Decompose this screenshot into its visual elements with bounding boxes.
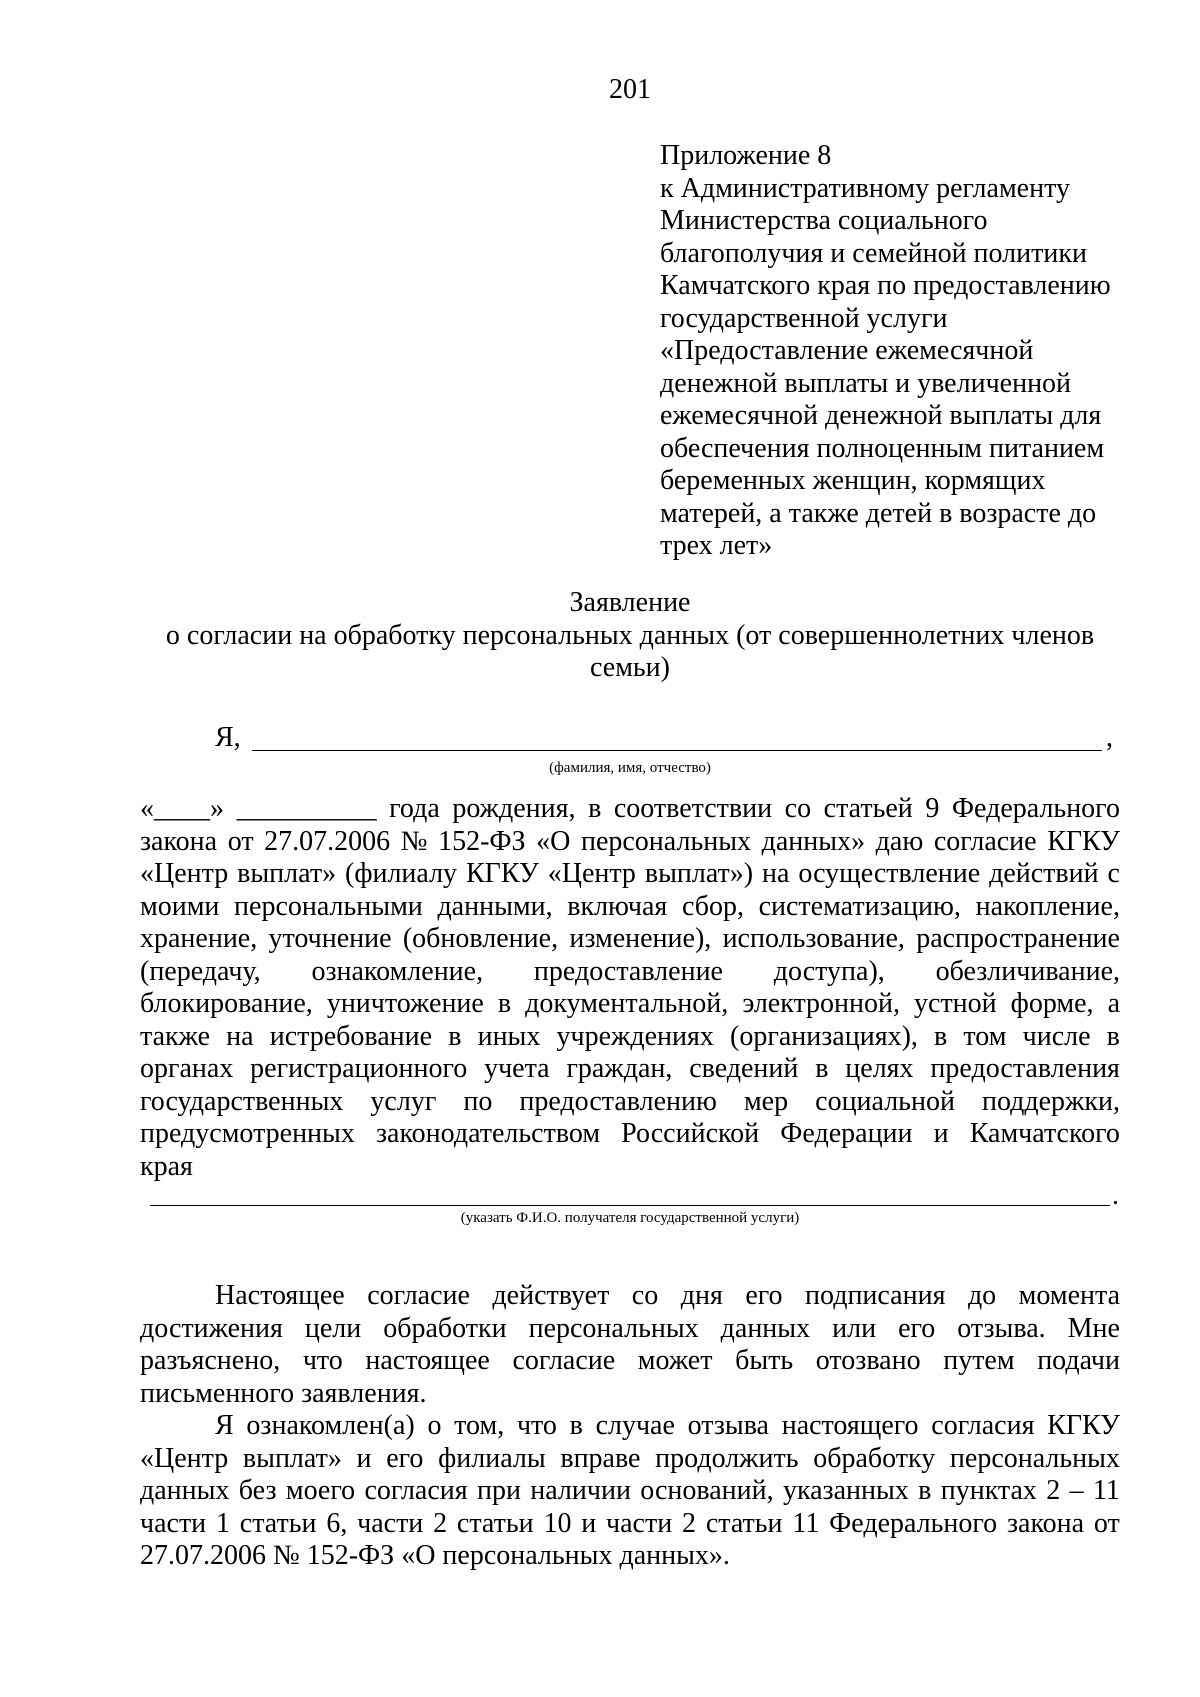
text-line <box>140 988 1120 1021</box>
word: что <box>302 1345 343 1376</box>
word: также <box>140 1020 211 1052</box>
word: КГКУ <box>465 858 539 889</box>
word: дня <box>680 1280 723 1311</box>
annex-line: Камчатского края по предоставлению <box>660 270 1111 301</box>
word: регистрационного <box>250 1053 468 1084</box>
word: статьи <box>239 1507 317 1539</box>
word: хранение, <box>140 923 258 954</box>
word: на <box>762 858 790 889</box>
word: граждан, <box>566 1053 673 1084</box>
word: данных <box>140 1475 230 1506</box>
word: предоставлению <box>519 1085 717 1117</box>
text-line <box>140 1345 1120 1378</box>
word: что <box>516 1410 557 1441</box>
word: уточнение <box>268 923 392 954</box>
word: Настоящее <box>215 1280 345 1311</box>
withdrawal-paragraph <box>140 1410 1120 1573</box>
word: персональных <box>580 825 752 857</box>
word: распространение <box>916 923 1120 954</box>
word: в <box>497 988 512 1019</box>
word: продолжить <box>655 1442 799 1474</box>
text-line <box>140 891 1120 924</box>
word: 2 <box>1046 1475 1061 1506</box>
word: Федерации <box>780 1118 913 1149</box>
word: ознакомлен(а) <box>246 1410 415 1441</box>
text-line-last: края <box>140 1150 193 1182</box>
word: 11 <box>792 1507 820 1539</box>
recipient-caption: (указать Ф.И.О. получателя государственной услуги) <box>460 1210 800 1226</box>
word: форме, <box>1010 988 1094 1019</box>
word: без <box>238 1475 277 1506</box>
word: Я <box>215 1410 234 1441</box>
word: включая <box>567 890 668 922</box>
word: 1 <box>215 1507 230 1539</box>
word: «Центр <box>140 858 229 889</box>
word: 6, <box>326 1507 348 1539</box>
word: иных <box>477 1020 541 1052</box>
word: настоящее <box>365 1345 490 1376</box>
word: поддержки, <box>981 1085 1120 1117</box>
word: его <box>745 1280 783 1311</box>
word: в <box>588 793 602 824</box>
word: 2 <box>682 1507 697 1539</box>
word: до <box>967 1280 997 1311</box>
word: части <box>140 1507 207 1539</box>
word: на <box>226 1020 254 1052</box>
word: доступа), <box>773 955 885 987</box>
annex-line: Приложение 8 <box>660 140 832 171</box>
annex-line: государственной услуги <box>660 302 948 334</box>
annex-line: денежной выплаты и увеличенной <box>660 367 1072 399</box>
word: данных» <box>761 825 866 857</box>
document-title <box>140 587 1120 685</box>
word: числе <box>1022 1020 1091 1052</box>
word: отозвано <box>815 1345 921 1376</box>
word: и <box>581 1507 597 1539</box>
word: документальной, <box>525 988 729 1019</box>
word: соответствии <box>613 793 773 824</box>
word: 10 <box>543 1507 572 1539</box>
word: учета <box>484 1053 550 1084</box>
word: данных <box>720 1312 811 1344</box>
word: или <box>832 1312 877 1344</box>
word: выплат» <box>242 1442 342 1474</box>
word: статьи <box>705 1507 783 1539</box>
title-line-3: семьи) <box>590 652 670 683</box>
text-line <box>140 1443 1120 1476</box>
word: о <box>427 1410 442 1441</box>
word: целях <box>845 1053 914 1084</box>
word: закона <box>1007 1507 1085 1539</box>
word: и <box>356 1442 372 1474</box>
word: согласия <box>931 1410 1035 1441</box>
word: подачи <box>1037 1345 1120 1376</box>
word: 152-ФЗ <box>438 825 526 857</box>
word: (организациях), <box>730 1020 918 1052</box>
word: (передачу, <box>140 955 261 987</box>
word: оснований, <box>640 1475 774 1506</box>
annex-line: обеспечения полноценным питанием <box>660 432 1105 464</box>
word: __________ <box>236 793 377 824</box>
word: 2 <box>433 1507 448 1539</box>
validity-paragraph <box>140 1280 1120 1410</box>
word: Мне <box>1067 1312 1120 1344</box>
word: путем <box>943 1345 1015 1376</box>
word: согласие <box>512 1345 616 1376</box>
fio-blank-line <box>252 750 1102 751</box>
annex-line: ежемесячной денежной выплаты для <box>660 400 1102 431</box>
word: в <box>918 1475 932 1506</box>
word: быть <box>735 1345 794 1376</box>
word: моими <box>140 890 220 922</box>
word: действий <box>989 858 1099 889</box>
annex-line: беременных женщин, кормящих <box>660 465 1046 496</box>
word: отзыва. <box>957 1312 1046 1344</box>
word: части <box>357 1507 424 1539</box>
word: со <box>631 1280 659 1311</box>
annex-line: матерей, а также детей в возрасте до <box>660 497 1097 529</box>
word: том, <box>454 1410 505 1441</box>
word: достижения <box>140 1312 283 1344</box>
word: персональных <box>949 1442 1120 1474</box>
word: моего <box>285 1475 356 1506</box>
word: года <box>389 793 440 824</box>
text-line <box>140 1313 1120 1346</box>
word: персональных <box>528 1312 699 1344</box>
word: в <box>815 1053 829 1084</box>
word: даю <box>875 825 924 857</box>
word: 11 <box>1092 1475 1120 1506</box>
word: – <box>1069 1475 1084 1506</box>
word: учреждениях <box>556 1020 714 1052</box>
word: действует <box>492 1280 610 1311</box>
text-line <box>140 858 1120 891</box>
word: обезличивание, <box>935 955 1120 987</box>
text-line-last: 27.07.2006 № 152-ФЗ «О персональных данных». <box>140 1540 730 1571</box>
word: Российской <box>621 1118 760 1149</box>
word: том <box>963 1020 1007 1052</box>
annex-header <box>660 140 1140 563</box>
word: «Центр <box>140 1442 229 1474</box>
text-line <box>140 956 1120 989</box>
word: услуг <box>370 1085 437 1117</box>
word: от <box>227 825 254 857</box>
word: КГКУ <box>1047 825 1120 857</box>
page-number: 201 <box>609 74 651 105</box>
word: статьей <box>823 793 913 824</box>
word: обработку <box>813 1442 936 1474</box>
word: по <box>463 1085 493 1117</box>
word: разъяснено, <box>140 1345 281 1376</box>
word: согласия <box>364 1475 468 1506</box>
word: при <box>476 1475 521 1506</box>
fio-caption: (фамилия, имя, отчество) <box>549 760 711 776</box>
word: в <box>569 1410 583 1441</box>
word: данными, <box>437 890 553 922</box>
word: персональными <box>234 890 423 922</box>
word: использование, <box>722 923 905 954</box>
word: Камчатского <box>969 1118 1120 1149</box>
word: «Центр <box>547 858 636 889</box>
word: вправе <box>560 1442 641 1474</box>
word: статьи <box>456 1507 534 1539</box>
word: и <box>933 1118 949 1149</box>
word: части <box>606 1507 673 1539</box>
text-line <box>140 923 1120 956</box>
word: изменение), <box>569 923 712 954</box>
word: согласие <box>933 825 1037 857</box>
recipient-blank-line <box>150 1205 1110 1206</box>
word: государственных <box>140 1085 344 1117</box>
text-line <box>140 1410 1120 1443</box>
word: (филиалу <box>345 858 458 889</box>
word: может <box>637 1345 713 1376</box>
word: его <box>386 1442 424 1474</box>
annex-line: благополучия и семейной политики <box>660 237 1087 269</box>
text-line <box>140 1475 1120 1508</box>
text-line <box>140 826 1120 859</box>
word: электронной, <box>742 988 900 1019</box>
word: Федерального <box>829 1507 998 1539</box>
word: выплат») <box>644 858 754 889</box>
word: устной <box>914 988 997 1019</box>
word: КГКУ <box>1047 1410 1120 1441</box>
word: ознакомление, <box>311 955 484 987</box>
title-line-2: о согласии на обработку персональных данных (от совершеннолетних членов <box>165 619 1095 651</box>
word: а <box>1107 988 1120 1019</box>
recipient-suffix: . <box>1112 1180 1119 1211</box>
annex-line: «Предоставление ежемесячной <box>660 335 1034 366</box>
text-line <box>140 1118 1120 1151</box>
word: цели <box>304 1312 362 1344</box>
word: отзыва <box>687 1410 769 1441</box>
word: наличии <box>530 1475 631 1506</box>
word: указанных <box>782 1475 909 1506</box>
word: сведений <box>689 1053 799 1084</box>
word: подписания <box>805 1280 946 1311</box>
word: предоставление <box>533 955 723 987</box>
word: в <box>1106 1020 1120 1052</box>
title-line-1: Заявление <box>569 587 691 618</box>
word: обработки <box>383 1312 507 1344</box>
word: Федерального <box>951 793 1120 824</box>
annex-line: Министерства социального <box>660 205 988 236</box>
word: рождения, <box>452 793 576 824</box>
word: накопление, <box>975 890 1120 922</box>
word: в <box>934 1020 948 1052</box>
word: согласие <box>367 1280 470 1311</box>
word: (обновление, <box>402 923 559 954</box>
word: социальной <box>815 1085 955 1117</box>
word: «____» <box>140 793 224 824</box>
consent-paragraph <box>140 793 1120 1183</box>
word: закона <box>140 825 218 857</box>
word: в <box>448 1020 462 1052</box>
text-line <box>140 1280 1120 1313</box>
word: пунктах <box>940 1475 1037 1506</box>
word: от <box>1093 1507 1120 1539</box>
text-line <box>140 1508 1120 1541</box>
word: выплат» <box>237 858 337 889</box>
word: органах <box>140 1053 234 1084</box>
fio-row <box>140 722 1120 762</box>
word: мер <box>743 1085 789 1117</box>
text-line-last: письменного заявления. <box>140 1377 427 1409</box>
word: систематизацию, <box>758 890 961 922</box>
word: момента <box>1018 1280 1120 1311</box>
word: № <box>400 825 428 857</box>
word: уничтожение <box>326 988 484 1019</box>
word: «О <box>536 825 571 857</box>
word: 9 <box>925 793 940 824</box>
word: законодательством <box>375 1118 601 1149</box>
annex-line: трех лет» <box>660 530 773 561</box>
annex-line: к Административному регламенту <box>660 172 1070 204</box>
word: сбор, <box>681 890 744 922</box>
word: со <box>784 793 812 824</box>
text-line <box>140 1053 1120 1086</box>
fio-suffix: , <box>1106 722 1113 753</box>
word: филиалы <box>438 1442 546 1474</box>
word: осуществление <box>798 858 981 889</box>
text-line <box>140 793 1120 826</box>
word: 27.07.2006 <box>264 825 391 857</box>
word: блокирование, <box>140 988 313 1019</box>
word: с <box>1107 858 1120 889</box>
word: случае <box>595 1410 675 1441</box>
word: предусмотренных <box>140 1118 355 1149</box>
word: предоставления <box>930 1053 1120 1084</box>
word: настоящего <box>781 1410 919 1441</box>
text-line <box>140 1086 1120 1119</box>
fio-prefix: Я, <box>215 722 241 753</box>
word: истребование <box>269 1020 433 1052</box>
text-line <box>140 1021 1120 1054</box>
word: его <box>898 1312 936 1344</box>
